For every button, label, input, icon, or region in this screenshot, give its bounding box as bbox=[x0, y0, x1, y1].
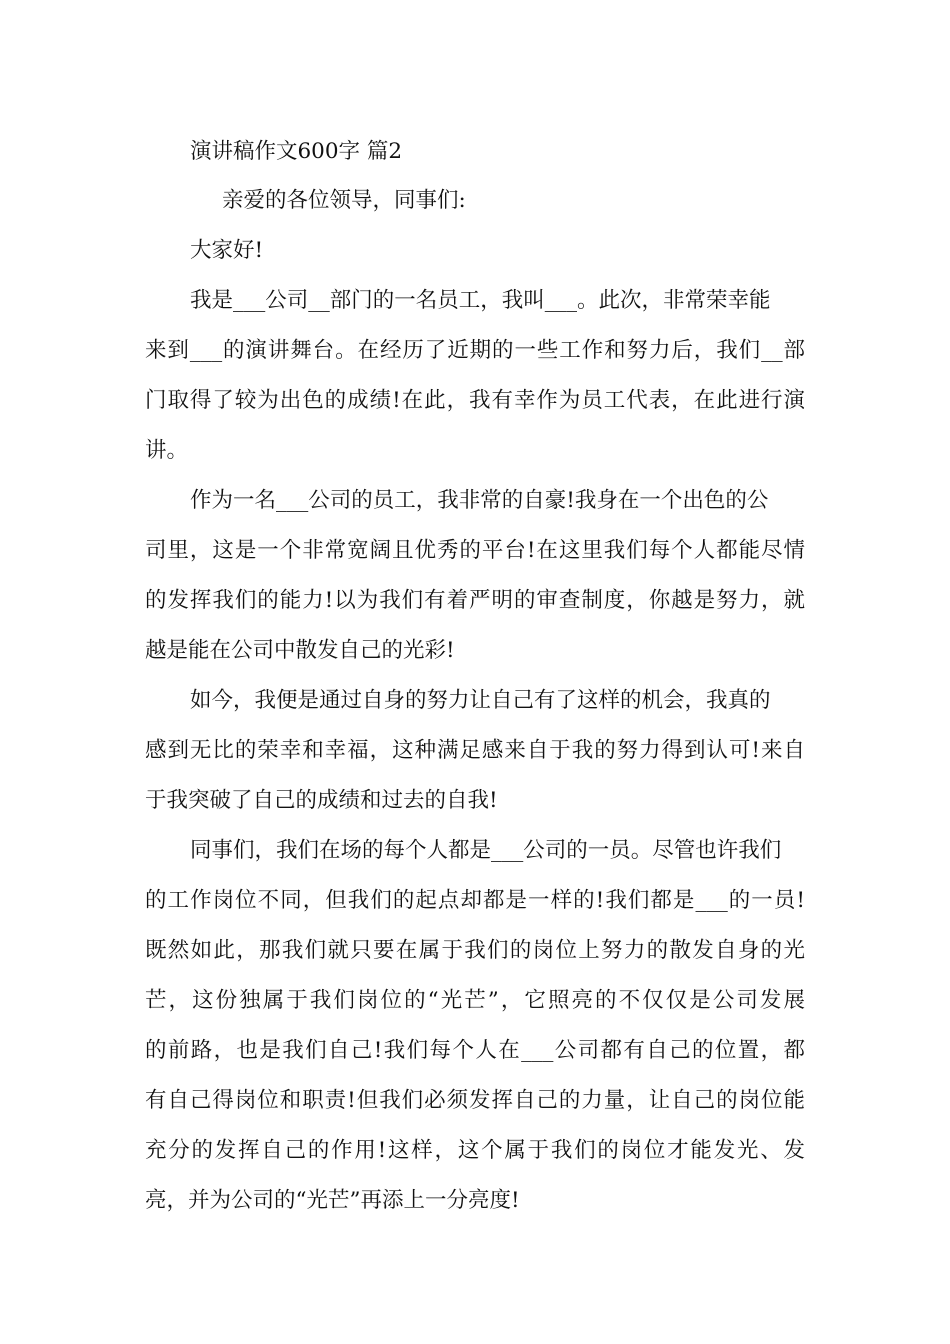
paragraph-1-line-2: 来到___的演讲舞台。在经历了近期的一些工作和努力后，我们__部 bbox=[145, 338, 805, 363]
greeting: 大家好! bbox=[190, 238, 264, 263]
paragraph-2-line-1: 作为一名___公司的员工，我非常的自豪!我身在一个出色的公 bbox=[190, 488, 769, 513]
paragraph-3-line-3: 于我突破了自己的成绩和过去的自我! bbox=[145, 788, 498, 813]
paragraph-4-line-1: 同事们，我们在场的每个人都是___公司的一员。尽管也许我们 bbox=[190, 838, 782, 863]
salutation: 亲爱的各位领导，同事们: bbox=[222, 188, 466, 213]
paragraph-1-line-1: 我是___公司__部门的一名员工，我叫___。此次，非常荣幸能 bbox=[190, 288, 771, 313]
paragraph-1-line-3: 门取得了较为出色的成绩!在此，我有幸作为员工代表，在此进行演 bbox=[145, 388, 805, 413]
paragraph-2-line-4: 越是能在公司中散发自己的光彩! bbox=[145, 638, 455, 663]
paragraph-4-line-2: 的工作岗位不同，但我们的起点却都是一样的!我们都是___的一员! bbox=[145, 888, 805, 913]
paragraph-2-line-2: 司里，这是一个非常宽阔且优秀的平台!在这里我们每个人都能尽情 bbox=[145, 538, 805, 563]
paragraph-4-line-4: 芒，这份独属于我们岗位的“光芒”，它照亮的不仅仅是公司发展 bbox=[145, 988, 805, 1013]
paragraph-3-line-2: 感到无比的荣幸和幸福，这种满足感来自于我的努力得到认可!来自 bbox=[145, 738, 805, 763]
paragraph-4-line-7: 充分的发挥自己的作用!这样，这个属于我们的岗位才能发光、发 bbox=[145, 1138, 805, 1163]
paragraph-4-line-8: 亮，并为公司的“光芒”再添上一分亮度! bbox=[145, 1188, 520, 1213]
paragraph-4-line-3: 既然如此，那我们就只要在属于我们的岗位上努力的散发自身的光 bbox=[145, 938, 805, 963]
paragraph-1-line-4: 讲。 bbox=[145, 438, 189, 463]
paragraph-2-line-3: 的发挥我们的能力!以为我们有着严明的审查制度，你越是努力，就 bbox=[145, 588, 805, 613]
paragraph-3-line-1: 如今，我便是通过自身的努力让自己有了这样的机会，我真的 bbox=[190, 688, 771, 713]
paragraph-4-line-5: 的前路，也是我们自己!我们每个人在___公司都有自己的位置，都 bbox=[145, 1038, 805, 1063]
paragraph-4-line-6: 有自己得岗位和职责!但我们必须发挥自己的力量，让自己的岗位能 bbox=[145, 1088, 805, 1113]
document-title: 演讲稿作文600字 篇2 bbox=[190, 139, 403, 164]
